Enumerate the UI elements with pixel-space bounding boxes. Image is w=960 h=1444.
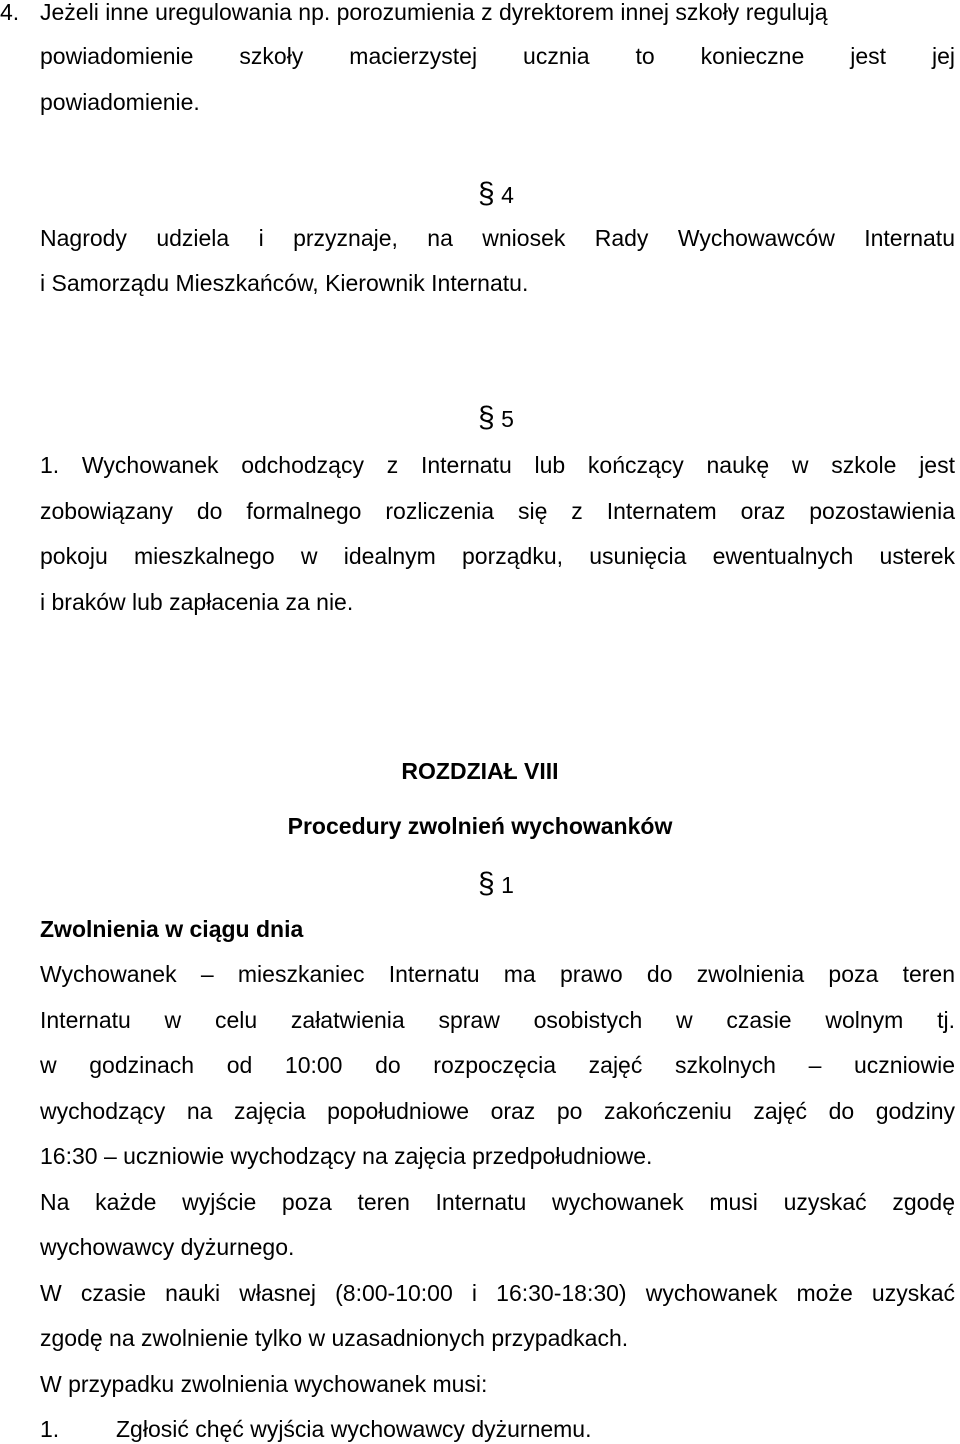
paragraph-line: Nagrody udziela i przyznaje, na wniosek Rady Wychowawców Internatu — [40, 225, 955, 251]
paragraph-line: wychodzący na zajęcia popołudniowe oraz po zakończeniu zajęć do godziny — [40, 1098, 955, 1124]
list-item-4 — [0, 0, 915, 26]
paragraph-line: pokoju mieszkalnego w idealnym porządku, usunięcia ewentualnych usterek — [40, 543, 955, 569]
paragraph-line: Wychowanek – mieszkaniec Internatu ma prawo do zwolnienia poza teren — [40, 961, 955, 987]
paragraph-line: zobowiązany do formalnego rozliczenia się z Internatem oraz pozostawienia — [40, 498, 955, 524]
section-number: 1 — [501, 872, 514, 898]
paragraph-line: powiadomienie. — [40, 89, 200, 115]
paragraph-line: W czasie nauki własnej (8:00-10:00 i 16:30-18:30) wychowanek może uzyskać — [40, 1280, 955, 1306]
paragraph-line: Internatu w celu załatwienia spraw osobistych w czasie wolnym tj. — [40, 1007, 955, 1033]
paragraph-line: i Samorządu Mieszkańców, Kierownik Internatu. — [40, 270, 529, 296]
list-item-text: Jeżeli inne uregulowania np. porozumienia z dyrektorem innej szkoły regulują — [40, 0, 828, 25]
paragraph-line: 16:30 – uczniowie wychodzący na zajęcia przedpołudniowe. — [40, 1143, 653, 1169]
section-number: 4 — [501, 182, 514, 208]
section-sign: § — [478, 177, 495, 210]
paragraph-line: w godzinach od 10:00 do rozpoczęcia zajęć szkolnych – uczniowie — [40, 1052, 955, 1078]
paragraph-line: powiadomienie szkoły macierzystej ucznia to konieczne jest jej — [40, 43, 955, 69]
section-number: 5 — [501, 406, 514, 432]
list-number: 4. — [0, 0, 20, 25]
section-sign: § — [478, 867, 495, 900]
chapter-title: Procedury zwolnień wychowanków — [287, 813, 673, 839]
list-number: 1. — [40, 1416, 60, 1442]
section-heading-1 — [478, 867, 514, 900]
chapter-heading: ROZDZIAŁ VIII — [401, 758, 559, 784]
section-heading-4 — [478, 177, 514, 210]
list-item-text: Zgłosić chęć wyjścia wychowawcy dyżurnemu. — [116, 1416, 592, 1442]
section-sign: § — [478, 401, 495, 434]
paragraph-line: i braków lub zapłacenia za nie. — [40, 589, 354, 615]
paragraph-line: wychowawcy dyżurnego. — [40, 1234, 295, 1260]
list-item-1 — [40, 1415, 955, 1443]
section-heading-5 — [478, 401, 514, 434]
paragraph-line: 1. Wychowanek odchodzący z Internatu lub kończący naukę w szkole jest — [40, 452, 955, 478]
paragraph-line: Na każde wyjście poza teren Internatu wychowanek musi uzyskać zgodę — [40, 1189, 955, 1215]
paragraph-line: W przypadku zwolnienia wychowanek musi: — [40, 1371, 488, 1397]
paragraph-line: zgodę na zwolnienie tylko w uzasadnionych przypadkach. — [40, 1325, 629, 1351]
subheading: Zwolnienia w ciągu dnia — [40, 916, 304, 942]
